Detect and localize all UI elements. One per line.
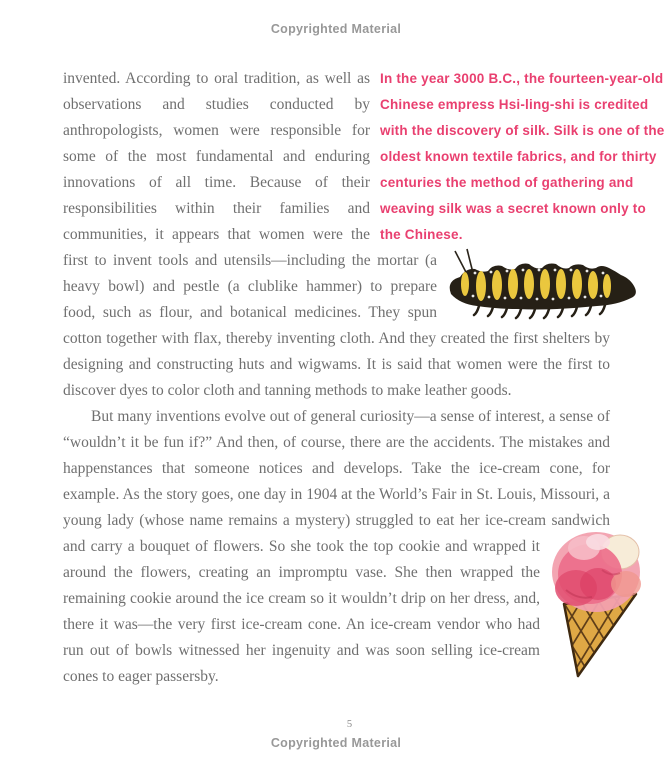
watermark-bottom: Copyrighted Material xyxy=(270,736,402,750)
ice-cream-illustration xyxy=(550,534,645,682)
paragraph-2 xyxy=(63,404,610,690)
caterpillar-illustration xyxy=(445,236,640,324)
paragraph-1: invented. According to oral tradition, as well as observations and studies conducted by anthropologists, women were responsible for some of the most fundamental and enduring innovations of all time. Because of their responsibilities within their families and communities, it appears that women were the first to invent tools and utensils—including the mortar (a heavy bowl) and pestle (a clublike hammer) to prepare food, such as flour, and botanical medicines. They spun cotton together with flax, thereby inventing cloth. And they created the first shelters by designing and constructing huts and wigwams. It is said that women were the first to discover dyes to color cloth and tanning methods to make leather goods. xyxy=(63,70,610,399)
page-content xyxy=(63,66,665,690)
ice-cream-cone-icon xyxy=(550,532,645,680)
paragraph-2-text-before: But many inventions evolve out of general curiosity—a sense of interest, a sense of “wouldn’t it be fun if?” And then, of course, there are the accidents. The mistakes and happenstances that someone notices and develops. Take the ice-cream cone, for example. As the story goes, one day in 1904 at the World’s Fair in St. Louis, Missouri, a young lady (whose name remains a mystery) struggled to eat her ice-cream sandwich and carry a bouquet of flowers. So she took the top xyxy=(63,408,610,555)
page-number: 5 xyxy=(346,719,353,730)
watermark-top: Copyrighted Material xyxy=(270,22,402,36)
caterpillar-icon xyxy=(445,248,640,324)
paragraph-2-text-after: cookie and wrapped it around the flowers, creating an impromptu vase. She then wrapped the remaining cookie around the ice cream so it wouldn’t drip on her dress, and, there it was—the very first ice-cream cone. An ice-cream vendor who had run out of bowls witnessed her ingenuity and was soon selling ice-cream cones to eager passersby. xyxy=(63,538,540,685)
silk-fact-sidebar: In the year 3000 B.C., the fourteen-year-old Chinese empress Hsi-ling-shi is credited with the discovery of silk. Silk is one of the oldest known textile fabrics, and for thirty centuries the method of gathering and weaving silk was a secret known only to the Chinese. xyxy=(380,71,665,242)
